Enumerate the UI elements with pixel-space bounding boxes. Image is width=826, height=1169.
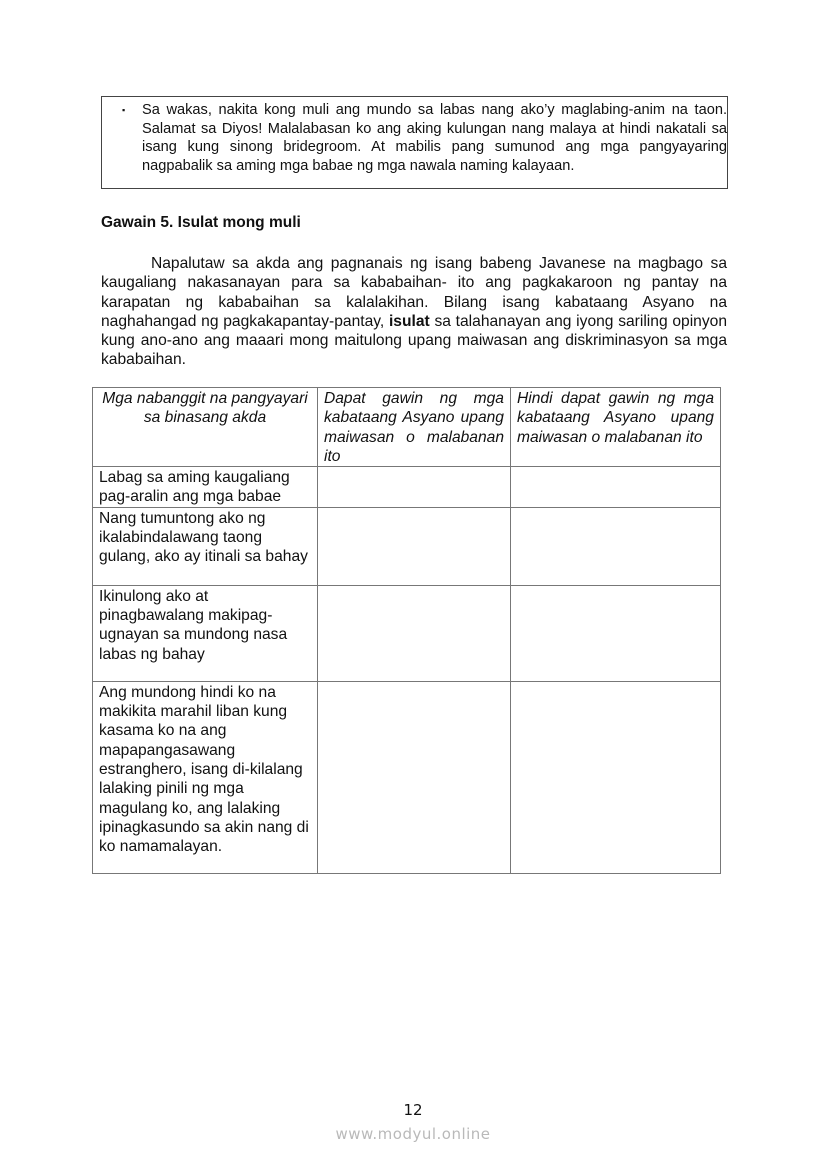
should-do-answer-cell[interactable] (318, 585, 511, 681)
activity-instructions (101, 254, 727, 370)
should-not-do-answer-cell[interactable] (511, 467, 721, 508)
event-cell: Nang tumuntong ako ng ikalabindalawang taong gulang, ako ay itinali sa bahay (93, 507, 318, 585)
should-do-answer-cell[interactable] (318, 681, 511, 873)
table-row (93, 467, 721, 508)
page-number: 12 (403, 1101, 423, 1119)
header-should-do: Dapat gawin ng mga kabataang Asyano upang maiwasan o malabanan ito (318, 388, 511, 467)
table-row (93, 585, 721, 681)
table-row (93, 681, 721, 873)
event-cell: Labag sa aming kaugaliang pag-aralin ang mga babae (93, 467, 318, 508)
should-not-do-answer-cell[interactable] (511, 507, 721, 585)
should-not-do-answer-cell[interactable] (511, 585, 721, 681)
instructions-bold-word: isulat (388, 312, 430, 330)
table-row (93, 507, 721, 585)
square-bullet-icon: ▪ (122, 105, 126, 115)
event-cell: Ikinulong ako at pinagbawalang makipag-ugnayan sa mundong nasa labas ng bahay (93, 585, 318, 681)
worksheet-table (92, 387, 721, 874)
should-not-do-answer-cell[interactable] (511, 681, 721, 873)
instructions-text-before: Napalutaw sa akda ang pagnanais ng isang babeng Javanese na magbago sa kaugaliang nakasanayan para sa kababaihan- ito ang pagkakaroon ng pantay na karapatan ng kababaihan sa kalalakihan. Bilang isang kabataang Asyano na naghahangad ng pagkakapantay-pantay, (101, 255, 727, 330)
instructions-text-after: sa talahanayan ang iyong sariling opinyon kung ano-ano ang maaari mong maitulong upang maiwasan ang diskriminasyon sa mga kababaihan. (101, 312, 727, 369)
quote-list-item (122, 101, 727, 175)
quote-box (101, 96, 728, 189)
activity-heading: Gawain 5. Isulat mong muli (101, 214, 301, 231)
watermark: www.modyul.online (335, 1125, 491, 1143)
header-events: Mga nabanggit na pangyayari sa binasang akda (93, 388, 318, 467)
event-cell: Ang mundong hindi ko na makikita marahil liban kung kasama ko na ang mapapangasawang estranghero, isang di-kilalang lalaking pinili ng mga magulang ko, ang lalaking ipinagkasundo sa akin nang di ko namamalayan. (93, 681, 318, 873)
header-should-not-do: Hindi dapat gawin ng mga kabataang Asyano upang maiwasan o malabanan ito (511, 388, 721, 467)
should-do-answer-cell[interactable] (318, 467, 511, 508)
quote-text: Sa wakas, nakita kong muli ang mundo sa labas nang ako’y maglabing-anim na taon. Salamat sa Diyos! Malalabasan ko ang aking kulungan nang malaya at hindi nakatali sa isang kung sinong bridegroom. At mabilis pang sumunod ang mga pangyayaring nagpabalik sa aming mga babae ng mga nawala naming kalayaan. (142, 102, 727, 174)
table-header-row (93, 388, 721, 467)
should-do-answer-cell[interactable] (318, 507, 511, 585)
